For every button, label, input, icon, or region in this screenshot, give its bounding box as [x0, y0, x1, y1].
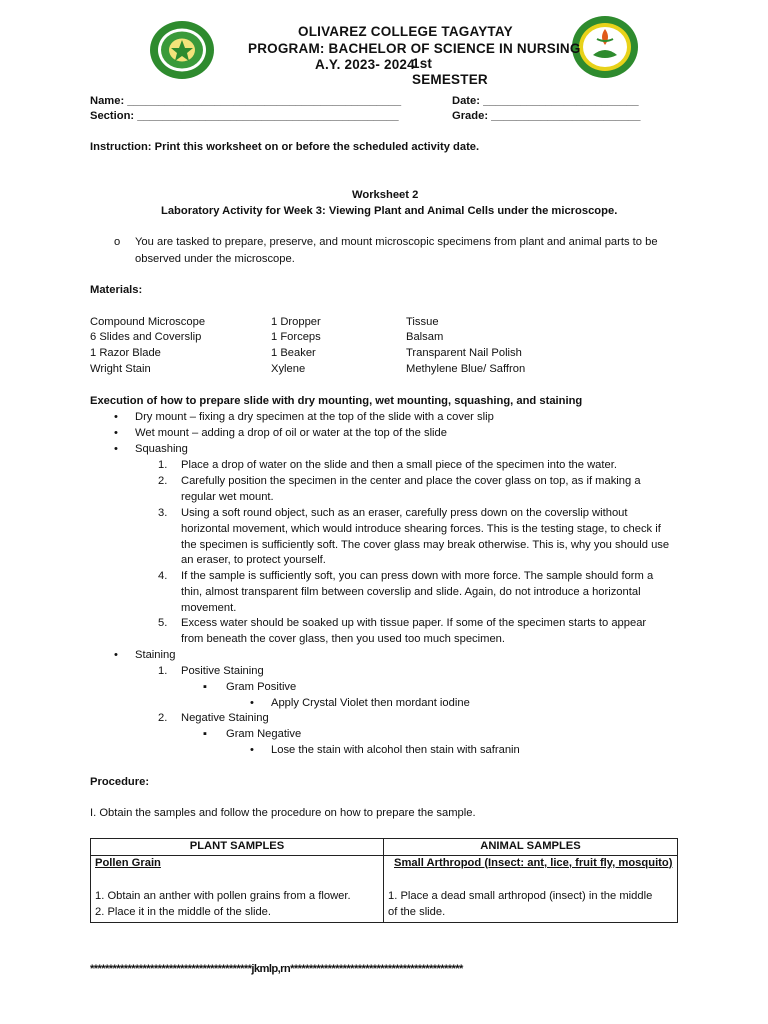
procedure-step-1: I. Obtain the samples and follow the procedure on how to prepare the sample.: [90, 807, 476, 819]
wet-mount: Wet mount – adding a drop of oil or water at the top of the slide: [135, 427, 447, 439]
nursing-seal-logo: [571, 15, 639, 79]
term: 1st: [412, 56, 433, 71]
material-item: Methylene Blue/ Saffron: [406, 363, 526, 375]
date-field[interactable]: Date: _________________________: [452, 95, 639, 107]
section-field[interactable]: Section: __________________________________________: [90, 110, 399, 122]
task-line-2: observed under the microscope.: [135, 253, 295, 265]
material-item: 1 Beaker: [271, 347, 316, 359]
animal-sample-cell: [384, 855, 678, 922]
step-line: from beneath the cover glass, then you used too much specimen.: [181, 633, 506, 645]
material-item: 1 Razor Blade: [90, 347, 161, 359]
step-line: thin, almost transparent film between coverslip and slide. Again, do not introduce a horizontal: [181, 586, 641, 598]
step-line: movement.: [181, 602, 237, 614]
square-bullet-icon: ▪: [203, 728, 207, 740]
material-item: 1 Dropper: [271, 316, 321, 328]
negative-staining: Negative Staining: [181, 712, 269, 724]
animal-step: 1. Place a dead small arthropod (insect) in the middle: [388, 890, 653, 903]
bullet-icon: •: [250, 744, 254, 756]
material-item: Balsam: [406, 331, 444, 343]
step-line: Using a soft round object, such as an eraser, carefully press down on the coverslip without: [181, 507, 628, 519]
task-line-1: You are tasked to prepare, preserve, and mount microscopic specimens from plant and animal parts to be: [135, 236, 658, 248]
squashing: Squashing: [135, 443, 188, 455]
material-item: Tissue: [406, 316, 439, 328]
step-line: Carefully position the specimen in the center and place the cover glass on top, as if making a: [181, 475, 641, 487]
plant-samples-header: PLANT SAMPLES: [91, 839, 384, 856]
arthropod-label: Small Arthropod (Insect: ant, lice, fruit fly, mosquito): [394, 856, 673, 869]
step-line: horizontal movement, which would introduce shearing forces. This is the testing stage, to check if: [181, 523, 661, 535]
material-item: Wright Stain: [90, 363, 151, 375]
school-name: OLIVAREZ COLLEGE TAGAYTAY: [298, 24, 513, 39]
grade-field[interactable]: Grade: ________________________: [452, 110, 641, 122]
step-line: the specimen is sufficiently soft. The cover glass may break otherwise. This is, why you should use: [181, 539, 670, 551]
positive-staining: Positive Staining: [181, 665, 264, 677]
material-item: Transparent Nail Polish: [406, 347, 522, 359]
animal-samples-header: ANIMAL SAMPLES: [384, 839, 678, 856]
worksheet-subtitle: Laboratory Activity for Week 3: Viewing Plant and Animal Cells under the microscope.: [161, 205, 618, 217]
step-number: 4.: [158, 570, 168, 582]
step-number: 2.: [158, 712, 168, 724]
materials-heading: Materials:: [90, 284, 143, 296]
gram-negative-step: Lose the stain with alcohol then stain with safranin: [271, 744, 520, 756]
task-bullet: o: [114, 236, 121, 248]
bullet-icon: •: [114, 443, 118, 455]
bullet-icon: •: [114, 427, 118, 439]
college-seal-logo: [149, 20, 215, 80]
academic-year: A.Y. 2023- 2024: [315, 57, 415, 72]
step-line: If the sample is sufficiently soft, you can press down with more force. The sample should form a: [181, 570, 654, 582]
plant-step: 1. Obtain an anther with pollen grains from a flower.: [95, 890, 351, 903]
material-item: 1 Forceps: [271, 331, 321, 343]
bullet-icon: •: [114, 649, 118, 661]
bullet-icon: •: [114, 411, 118, 423]
bullet-icon: •: [250, 697, 254, 709]
step-line: regular wet mount.: [181, 491, 274, 503]
pollen-grain-label: Pollen Grain: [95, 856, 161, 869]
material-item: Compound Microscope: [90, 316, 206, 328]
procedure-heading: Procedure:: [90, 776, 150, 788]
step-number: 1.: [158, 665, 168, 677]
plant-step: 2. Place it in the middle of the slide.: [95, 905, 271, 918]
semester-label: SEMESTER: [412, 72, 488, 87]
instruction: Instruction: Print this worksheet on or before the scheduled activity date.: [90, 141, 480, 153]
samples-table: [90, 838, 678, 923]
footer-line: *******************************************jkmlp,rn**********************************************: [90, 963, 463, 975]
step-number: 2.: [158, 475, 168, 487]
plant-sample-cell: [91, 855, 384, 922]
step-line: Place a drop of water on the slide and then a small piece of the specimen into the water.: [181, 459, 617, 471]
step-number: 1.: [158, 459, 168, 471]
gram-negative: Gram Negative: [226, 728, 302, 740]
gram-positive: Gram Positive: [226, 681, 297, 693]
execution-heading: Execution of how to prepare slide with dry mounting, wet mounting, squashing, and staining: [90, 395, 583, 407]
material-item: 6 Slides and Coverslip: [90, 331, 202, 343]
staining: Staining: [135, 649, 176, 661]
material-item: Xylene: [271, 363, 306, 375]
program-name: PROGRAM: BACHELOR OF SCIENCE IN NURSING: [248, 41, 581, 56]
name-field[interactable]: Name: ____________________________________________: [90, 95, 402, 107]
step-number: 3.: [158, 507, 168, 519]
square-bullet-icon: ▪: [203, 681, 207, 693]
step-number: 5.: [158, 617, 168, 629]
animal-step: of the slide.: [388, 905, 446, 918]
worksheet-title: Worksheet 2: [352, 189, 419, 201]
gram-positive-step: Apply Crystal Violet then mordant iodine: [271, 697, 470, 709]
step-line: an eraser, to protect yourself.: [181, 554, 326, 566]
dry-mount: Dry mount – fixing a dry specimen at the top of the slide with a cover slip: [135, 411, 494, 423]
step-line: Excess water should be soaked up with tissue paper. If some of the specimen starts to appear: [181, 617, 647, 629]
